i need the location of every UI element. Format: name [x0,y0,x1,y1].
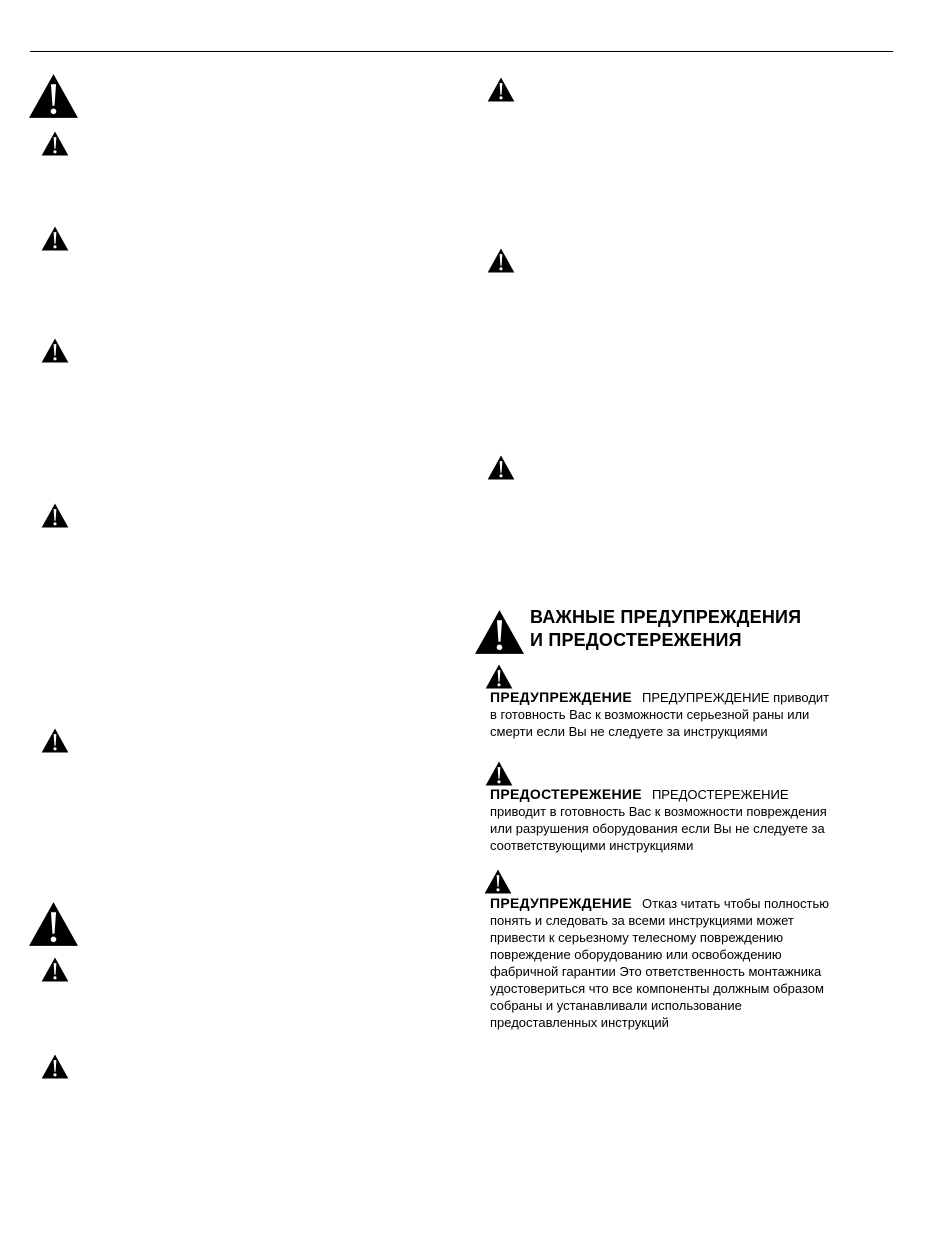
warning-triangle-icon [474,608,525,656]
notice-text-line: или разрушения оборудования если Вы не следуете за [490,821,825,836]
warning-triangle-icon [41,728,69,753]
notice-text-line: привести к серьезному телесному повреждению [490,930,784,945]
warning-notice [490,689,890,740]
notice-text-line: понять и следовать за всеми инструкциями может [490,913,794,928]
warning-triangle-icon [484,869,512,894]
warning-triangle-icon [41,338,69,363]
notice-keyword: ПРЕДУПРЕЖДЕНИЕ [490,689,633,705]
warning-triangle-icon [485,664,513,689]
notice-text-line: Отказ читать чтобы полностью [642,896,830,911]
notice-keyword: ПРЕДУПРЕЖДЕНИЕ [490,895,633,911]
warning-triangle-icon [487,77,515,102]
notice-text-line: приводит в готовность Вас к возможности повреждения [490,804,827,819]
warning-triangle-icon [41,226,69,251]
notice-text-line: собраны и устанавливали использование [490,998,742,1013]
notice-text-line: фабричной гарантии Это ответственность монтажника [490,964,822,979]
warning-triangle-icon [28,72,79,120]
notice-text-line: удостовериться что все компоненты должным образом [490,981,824,996]
section-heading [530,606,801,652]
notice-text-line: ПРЕДОСТЕРЕЖЕНИЕ [651,787,789,802]
notice-keyword: ПРЕДОСТЕРЕЖЕНИЕ [490,786,642,802]
top-rule [30,51,893,52]
notice-text-line: предоставленных инструкций [490,1015,669,1030]
notice-text-line: в готовность Вас к возможности серьезной раны или [490,707,810,722]
warning-triangle-icon [487,248,515,273]
notice-text-line: повреждение оборудованию или освобождению [490,947,782,962]
warning-notice [490,895,890,1031]
section-heading-line-1: ВАЖНЫЕ ПРЕДУПРЕЖДЕНИЯ [530,607,802,627]
warning-triangle-icon [41,131,69,156]
warning-triangle-icon [485,761,513,786]
warning-triangle-icon [41,1054,69,1079]
notice-text-line: ПРЕДУПРЕЖДЕНИЕ приводит [642,690,830,705]
notice-text-line: соответствующими инструкциями [490,838,694,853]
warning-triangle-icon [41,503,69,528]
warning-triangle-icon [41,957,69,982]
warning-triangle-icon [28,900,79,948]
caution-notice [490,786,890,854]
section-heading-line-2: И ПРЕДОСТЕРЕЖЕНИЯ [530,630,742,650]
notice-text-line: смерти если Вы не следуете за инструкциями [490,724,768,739]
warning-triangle-icon [487,455,515,480]
